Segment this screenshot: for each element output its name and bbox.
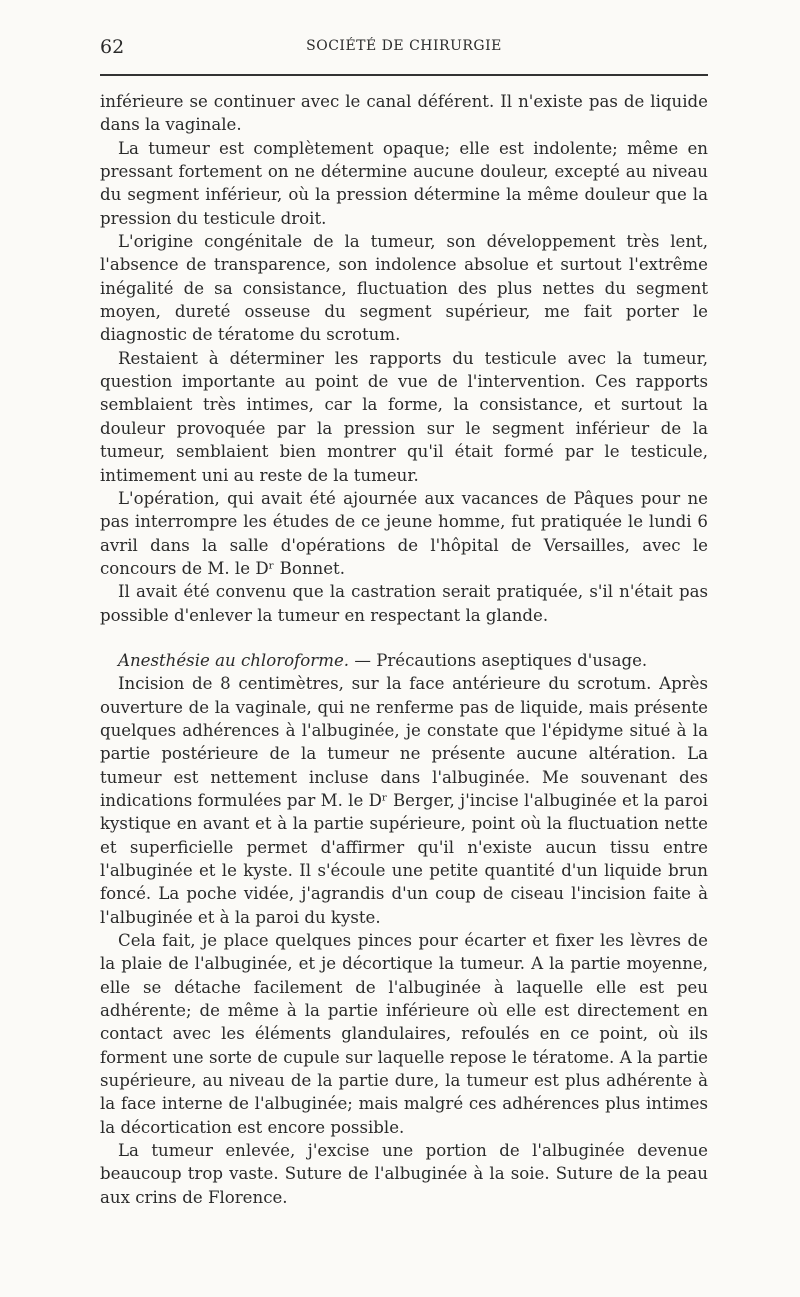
paragraph: Il avait été convenu que la castration serait pratiquée, s'il n'était pas possible d'enlever la tumeur en respectant la glande. [100,582,708,625]
paragraph: La tumeur enlevée, j'excise une portion de l'albuginée devenue beaucoup trop vaste. Suture de l'albuginée à la soie. Suture de la peau aux crins de Florence. [100,1141,708,1207]
paragraph: Incision de 8 centimètres, sur la face antérieure du scrotum. Après ouverture de la vaginale, qui ne renferme pas de liquide, mais présente quelques adhérences à l'albuginée, je constate que l'épidyme situé à la partie postérieure de la tumeur ne présente aucune altération. La tumeur est nettement incluse dans l'albuginée. Me souvenant des indications formulées par M. le Dʳ Berger, j'incise l'albuginée et la paroi kystique en avant et à la partie supérieure, point où la fluctuation nette et superficielle permet d'affirmer qu'il n'existe aucun tissu entre l'albuginée et le kyste. Il s'écoule une petite quantité d'un liquide brun foncé. La poche vidée, j'agrandis d'un coup de ciseau l'incision faite à l'albuginée et à la paroi du kyste. [100,674,708,927]
running-title: SOCIÉTÉ DE CHIRURGIE [306,38,502,54]
page-number: 62 [100,36,125,58]
paragraph: Restaient à déterminer les rapports du testicule avec la tumeur, question importante au point de vue de l'intervention. Ces rapports semblaient très intimes, car la forme, la consistance, et surtout la douleur provoquée par la pression sur le segment inférieur de la tumeur, semblaient bien montrer qu'il était formé par le testicule, intimement uni au reste de la tumeur. [100,348,708,485]
section-heading-italic: Anesthésie au chloroforme. [118,650,350,670]
paragraph: La tumeur est complètement opaque; elle est indolente; même en pressant fortement on ne détermine aucune douleur, excepté au niveau du segment inférieur, où la pression détermine la même douleur que la pression du testicule droit. [100,138,708,228]
page-header [100,26,708,56]
page [100,26,708,1207]
paragraph: inférieure se continuer avec le canal déférent. Il n'existe pas de liquide dans la vaginale. [100,92,708,135]
section-heading-rest: — Précautions aseptiques d'usage. [349,650,648,670]
paragraph: Cela fait, je place quelques pinces pour écarter et fixer les lèvres de la plaie de l'albuginée, et je décortique la tumeur. A la partie moyenne, elle se détache facilement de l'albuginée à laquelle elle est peu adhérente; de même à la partie inférieure où elle est directement en contact avec les éléments glandulaires, refoulés en ce point, où ils forment une sorte de cupule sur laquelle repose le tératome. A la partie supérieure, au niveau de la partie dure, la tumeur est plus adhérente à la face interne de l'albuginée; mais malgré ces adhérences plus intimes la décortication est encore possible. [100,931,708,1137]
paragraph: L'opération, qui avait été ajournée aux vacances de Pâques pour ne pas interrompre les études de ce jeune homme, fut pratiquée le lundi 6 avril dans la salle d'opérations de l'hôpital de Versailles, avec le concours de M. le Dʳ Bonnet. [100,488,708,578]
section-heading [100,649,708,672]
header-rule [100,74,708,76]
body-text [100,90,708,1209]
paragraph: L'origine congénitale de la tumeur, son développement très lent, l'absence de transparence, son indolence absolue et surtout l'extrême inégalité de sa consistance, fluctuation des plus nettes du segment moyen, dureté osseuse du segment supérieur, me fait porter le diagnostic de tératome du scrotum. [100,232,708,345]
